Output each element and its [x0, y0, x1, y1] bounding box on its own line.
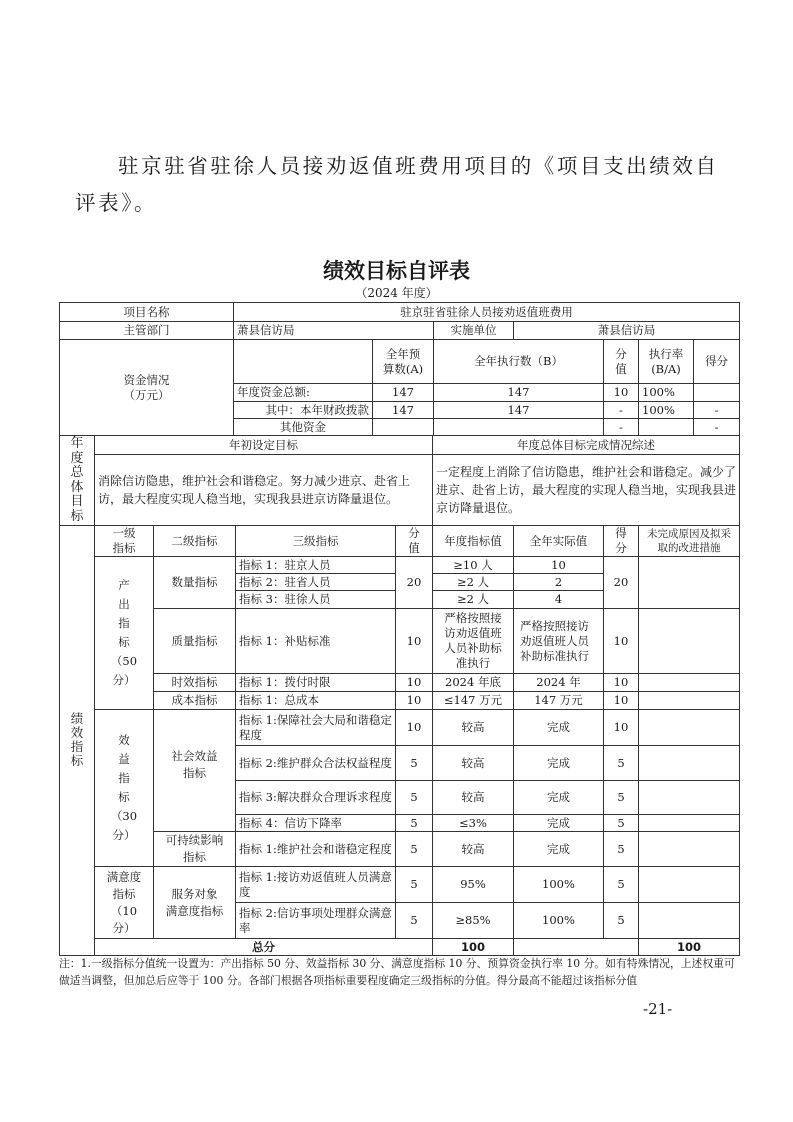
indicator-actual: 完成 — [514, 710, 604, 746]
output-label: 产 出 指 标 （50 分） — [95, 557, 154, 710]
indicator-name: 指标 3:解决群众合理诉求程度 — [236, 781, 396, 815]
set-goal-text: 消除信访隐患，维护社会和谐稳定。努力减少进京、赴省上访，最大程度实现人稳当地，实现我县进京访降量退位。 — [95, 455, 433, 526]
indicator-name: 指标 1：驻京人员 — [236, 557, 396, 574]
indicator-reason — [639, 710, 740, 746]
indicator-name: 指标 1:维护社会和谐稳定程度 — [236, 832, 396, 867]
indicator-row — [60, 710, 740, 746]
indicator-name: 指标 4：信访下降率 — [236, 815, 396, 832]
indicator-row — [60, 692, 740, 710]
funding-header-row — [60, 340, 740, 384]
indicator-target: ≥2 人 — [433, 574, 514, 591]
indicator-name: 指标 1:保障社会大局和谐稳定程度 — [236, 710, 396, 746]
indicator-name: 指标 2:信访事项处理群众满意率 — [236, 903, 396, 939]
funding-row-executed: 147 — [434, 384, 604, 402]
indicator-actual: 严格按照接访劝返值班人员补助标准执行 — [514, 609, 604, 674]
indicator-name: 指标 2：驻省人员 — [236, 574, 396, 591]
quantity-score: 20 — [604, 557, 639, 609]
funding-row-budget: 147 — [373, 402, 434, 419]
overall-content-row — [60, 455, 740, 526]
indicator-name: 指标 1：拨付时限 — [236, 674, 396, 692]
quantity-reason — [639, 557, 740, 609]
indicator-target: ≥2 人 — [433, 591, 514, 609]
indicator-weight: 5 — [396, 832, 433, 867]
indicator-target: 2024 年底 — [433, 674, 514, 692]
set-goal-header: 年初设定目标 — [95, 436, 433, 455]
indicator-weight: 10 — [396, 609, 433, 674]
indicator-score: 5 — [604, 903, 639, 939]
info-funding-table — [59, 302, 740, 436]
indicator-score: 10 — [604, 710, 639, 746]
cost-label: 成本指标 — [154, 692, 236, 710]
indicator-row — [60, 674, 740, 692]
indicator-reason — [639, 867, 740, 903]
indicator-name: 指标 1：总成本 — [236, 692, 396, 710]
indicator-weight: 10 — [396, 692, 433, 710]
intro-line-2: 评表》。 — [75, 191, 158, 215]
indicator-actual: 100% — [514, 867, 604, 903]
indicator-actual: 100% — [514, 903, 604, 939]
impl-value: 萧县信访局 — [514, 322, 740, 340]
indicator-score: 10 — [604, 609, 639, 674]
rate-header: 执行率 (B/A) — [639, 340, 694, 384]
indicator-actual: 完成 — [514, 815, 604, 832]
level1-header: 一级 指标 — [95, 526, 154, 557]
sustain-label: 可持续影响 指标 — [154, 832, 236, 867]
social-label: 社会效益 指标 — [154, 710, 236, 832]
indicator-name: 指标 1：补贴标准 — [236, 609, 396, 674]
indicator-reason — [639, 781, 740, 815]
indicator-target: ≤3% — [433, 815, 514, 832]
funding-row-rate — [639, 419, 694, 436]
funding-row-score — [694, 384, 740, 402]
indicator-score: 5 — [604, 832, 639, 867]
score-header: 得 分 — [604, 526, 639, 557]
indicator-name: 指标 3：驻徐人员 — [236, 591, 396, 609]
funding-label: 资金情况 （万元） — [60, 340, 234, 436]
indicator-actual: 4 — [514, 591, 604, 609]
intro-paragraph — [75, 148, 725, 222]
indicator-actual: 完成 — [514, 781, 604, 815]
project-name-row — [60, 303, 740, 322]
indicator-reason — [639, 903, 740, 939]
executed-header: 全年执行数（B） — [434, 340, 604, 384]
funding-row-name: 其他资金 — [234, 419, 373, 436]
quality-label: 质量指标 — [154, 609, 236, 674]
overall-side-label: 年度总体目标 — [60, 436, 95, 526]
indicators-side-label: 绩效指标 — [60, 526, 95, 956]
indicator-actual: 147 万元 — [514, 692, 604, 710]
funding-row-weight: - — [604, 419, 639, 436]
indicator-row — [60, 557, 740, 574]
page-title: 绩效目标自评表 — [323, 259, 470, 283]
funding-row-rate: 100% — [639, 384, 694, 402]
footnote: 注：1.一级指标分值统一设置为：产出指标 50 分、效益指标 30 分、满意度指标 10 分、预算资金执行率 10 分。如有特殊情况，上述权重可做适当调整，但加总后应等于 100 分。各部门根据各项指标重要程度确定三级指标的分值。得分最高不能超过该指标分值 — [59, 957, 735, 987]
target-header: 年度指标值 — [433, 526, 514, 557]
indicator-score: 10 — [604, 692, 639, 710]
indicator-target: 95% — [433, 867, 514, 903]
total-weight: 100 — [433, 939, 514, 956]
reason-header: 未完成原因及拟采取的改进措施 — [639, 526, 740, 557]
satisfaction-sub-label: 服务对象 满意度指标 — [154, 867, 236, 939]
indicator-reason — [639, 692, 740, 710]
funding-row-executed: 147 — [434, 402, 604, 419]
indicator-target: ≥85% — [433, 903, 514, 939]
indicator-weight: 10 — [396, 710, 433, 746]
indicator-target: ≤147 万元 — [433, 692, 514, 710]
indicator-target: ≥10 人 — [433, 557, 514, 574]
page-subtitle: （2024 年度） — [355, 286, 438, 300]
quantity-label: 数量指标 — [154, 557, 236, 609]
indicator-target: 严格按照接访劝返值班人员补助标准执行 — [433, 609, 514, 674]
actual-header: 全年实际值 — [514, 526, 604, 557]
indicator-name: 指标 1:接访劝返值班人员满意度 — [236, 867, 396, 903]
page-number: -21- — [643, 1000, 673, 1018]
intro-line-1: 驻京驻省驻徐人员接劝返值班费用项目的《项目支出绩效自 — [118, 154, 719, 178]
weight-header: 分 值 — [604, 340, 639, 384]
indicator-score: 5 — [604, 746, 639, 781]
indicator-header-row — [60, 526, 740, 557]
indicator-actual: 10 — [514, 557, 604, 574]
indicator-target: 较高 — [433, 710, 514, 746]
quantity-weight: 20 — [396, 557, 433, 609]
timeliness-label: 时效指标 — [154, 674, 236, 692]
indicator-actual: 完成 — [514, 746, 604, 781]
project-name-value: 驻京驻省驻徐人员接劝返值班费用 — [234, 303, 740, 322]
funding-row-weight: 10 — [604, 384, 639, 402]
level2-header: 二级指标 — [154, 526, 236, 557]
impl-label: 实施单位 — [434, 322, 514, 340]
indicator-reason — [639, 746, 740, 781]
dept-row — [60, 322, 740, 340]
funding-row-budget — [373, 419, 434, 436]
indicator-row — [60, 832, 740, 867]
funding-row-name: 其中：本年财政拨款 — [234, 402, 373, 419]
total-row — [60, 939, 740, 956]
funding-row-weight: - — [604, 402, 639, 419]
indicator-reason — [639, 832, 740, 867]
indicator-name: 指标 2:维护群众合法权益程度 — [236, 746, 396, 781]
indicator-reason — [639, 609, 740, 674]
benefit-label: 效 益 指 标 （30 分） — [95, 710, 154, 867]
score-header: 得分 — [694, 340, 740, 384]
indicator-target: 较高 — [433, 746, 514, 781]
funding-row-budget: 147 — [373, 384, 434, 402]
indicator-actual: 2 — [514, 574, 604, 591]
funding-row-score: - — [694, 402, 740, 419]
indicator-reason — [639, 815, 740, 832]
indicator-weight: 5 — [396, 815, 433, 832]
indicator-reason — [639, 674, 740, 692]
total-score: 100 — [639, 939, 740, 956]
indicator-score: 10 — [604, 674, 639, 692]
indicator-target: 较高 — [433, 832, 514, 867]
funding-row-score: - — [694, 419, 740, 436]
indicator-weight: 5 — [396, 746, 433, 781]
indicator-target: 较高 — [433, 781, 514, 815]
funding-row-name: 年度资金总额: — [234, 384, 373, 402]
funding-row-rate: 100% — [639, 402, 694, 419]
budget-header: 全年预 算数(A) — [373, 340, 434, 384]
overall-header-row — [60, 436, 740, 455]
indicators-table — [59, 435, 740, 956]
indicator-score: 5 — [604, 815, 639, 832]
indicator-weight: 5 — [396, 867, 433, 903]
indicator-score: 5 — [604, 781, 639, 815]
indicator-score: 5 — [604, 867, 639, 903]
level3-header: 三级指标 — [236, 526, 396, 557]
dept-label: 主管部门 — [60, 322, 234, 340]
summary-header: 年度总体目标完成情况综述 — [433, 436, 740, 455]
indicator-row — [60, 867, 740, 903]
indicator-actual: 2024 年 — [514, 674, 604, 692]
indicator-weight: 5 — [396, 903, 433, 939]
funding-row-executed — [434, 419, 604, 436]
satisfaction-label: 满意度 指标 （10 分） — [95, 867, 154, 939]
funding-header-blank — [234, 340, 373, 384]
indicator-row — [60, 609, 740, 674]
indicator-weight: 5 — [396, 781, 433, 815]
dept-value: 萧县信访局 — [234, 322, 434, 340]
summary-text: 一定程度上消除了信访隐患，维护社会和谐稳定。减少了进京、赴省上访，最大程度的实现人稳当地，实现我县进京访降量退位。 — [433, 455, 740, 526]
project-name-label: 项目名称 — [60, 303, 234, 322]
indicator-actual: 完成 — [514, 832, 604, 867]
indicator-weight: 10 — [396, 674, 433, 692]
weight-header: 分 值 — [396, 526, 433, 557]
total-label: 总分 — [95, 939, 433, 956]
total-blank — [514, 939, 639, 956]
